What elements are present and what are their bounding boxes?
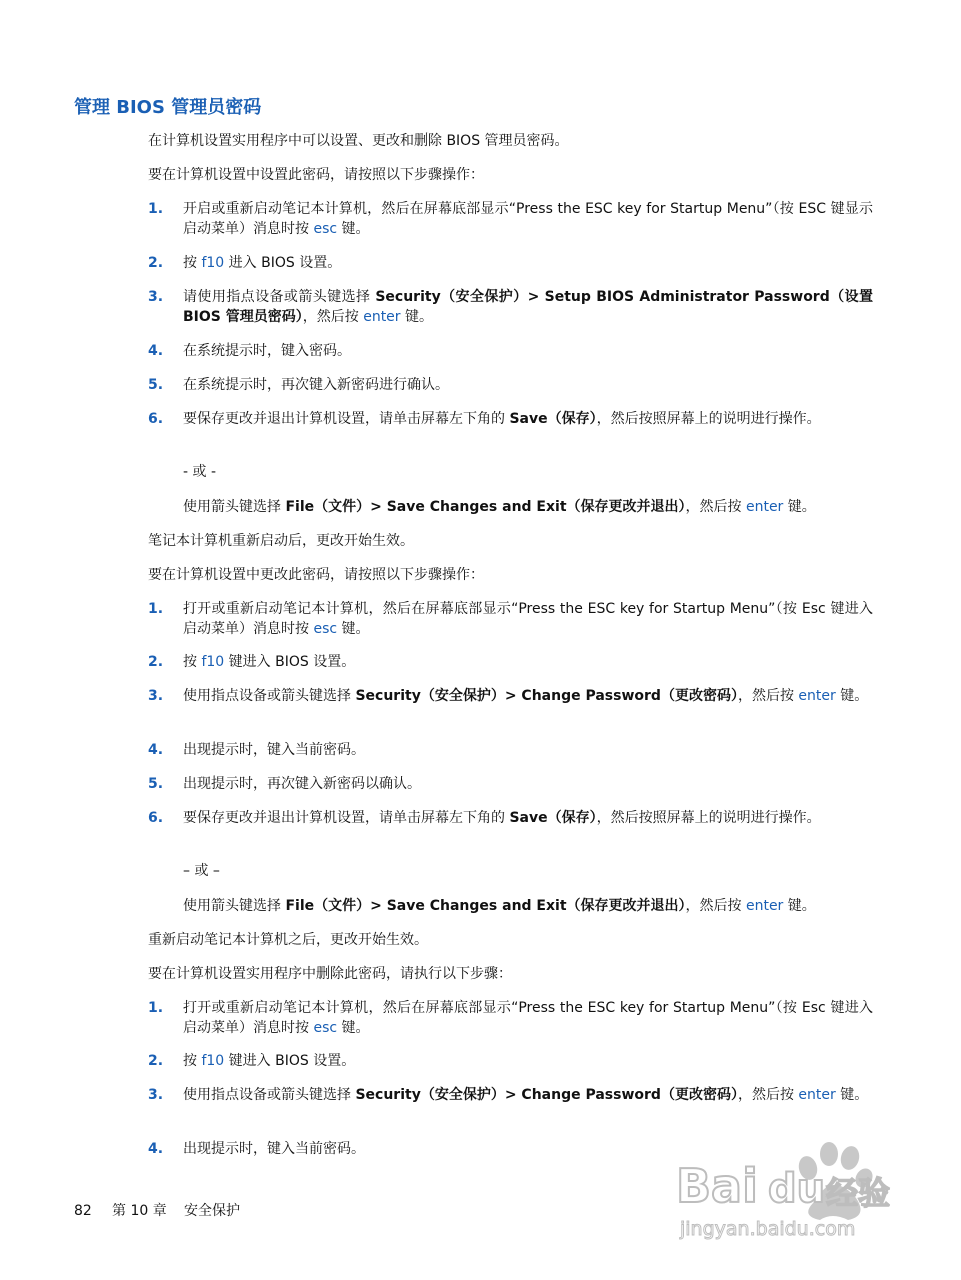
set-alt-step: 使用箭头键选择 File（文件）> Save Changes and Exit（保存更改并退出），然后按 enter 键。 xyxy=(183,499,816,515)
section-heading: 管理 BIOS 管理员密码 xyxy=(74,97,262,118)
set-step-6-text: 要保存更改并退出计算机设置，请单击屏幕左下角的 Save（保存），然后按照屏幕上的说明进行操作。 xyxy=(183,411,821,427)
svg-text:经验: 经验 xyxy=(826,1174,891,1212)
f10-key: f10 xyxy=(201,1053,225,1069)
svg-text:du: du xyxy=(768,1166,826,1212)
delete-step-4-number: 4. xyxy=(148,1141,164,1157)
change-step-2-number: 2. xyxy=(148,654,164,670)
enter-key: enter xyxy=(363,309,401,325)
esc-key: esc xyxy=(313,1020,338,1036)
baidu-jingyan-watermark xyxy=(676,1140,906,1270)
delete-lead: 要在计算机设置实用程序中删除此密码，请执行以下步骤： xyxy=(148,966,512,982)
set-after: 笔记本计算机重新启动后，更改开始生效。 xyxy=(148,533,414,549)
watermark-url: jingyan.baidu.com xyxy=(680,1218,856,1240)
chapter-title: 安全保护 xyxy=(184,1203,240,1219)
set-step-2-text: 按 f10 进入 BIOS 设置。 xyxy=(183,255,342,271)
esc-key: esc xyxy=(313,621,338,637)
delete-step-1-number: 1. xyxy=(148,1000,164,1016)
set-step-1-number: 1. xyxy=(148,201,164,217)
change-step-3-number: 3. xyxy=(148,688,164,704)
enter-key: enter xyxy=(745,499,784,515)
intro-paragraph: 在计算机设置实用程序中可以设置、更改和删除 BIOS 管理员密码。 xyxy=(148,133,569,149)
set-step-2-number: 2. xyxy=(148,255,164,271)
esc-key: esc xyxy=(313,221,338,237)
set-step-6-number: 6. xyxy=(148,411,164,427)
delete-step-3-text: 使用指点设备或箭头键选择 Security（安全保护）> Change Password（更改密码），然后按 enter 键。 xyxy=(183,1087,869,1103)
change-step-6-number: 6. xyxy=(148,810,164,826)
set-step-4-number: 4. xyxy=(148,343,164,359)
delete-step-1-text: 打开或重新启动笔记本计算机，然后在屏幕底部显示“Press the ESC key for Startup Menu”（按 Esc 键进入启动菜单）消息时按 esc 键。 xyxy=(183,1000,873,1036)
change-step-5-number: 5. xyxy=(148,776,164,792)
set-or-separator: - 或 - xyxy=(183,464,217,480)
f10-key: f10 xyxy=(201,654,225,670)
change-step-5-text: 出现提示时，再次键入新密码以确认。 xyxy=(183,776,421,792)
change-step-1-number: 1. xyxy=(148,601,164,617)
change-or-separator: – 或 – xyxy=(183,863,220,879)
delete-step-2-text: 按 f10 键进入 BIOS 设置。 xyxy=(183,1053,356,1069)
set-step-3-number: 3. xyxy=(148,289,164,305)
set-step-5-number: 5. xyxy=(148,377,164,393)
change-step-4-text: 出现提示时，键入当前密码。 xyxy=(183,742,365,758)
change-step-2-text: 按 f10 键进入 BIOS 设置。 xyxy=(183,654,356,670)
delete-step-3-number: 3. xyxy=(148,1087,164,1103)
delete-step-4-text: 出现提示时，键入当前密码。 xyxy=(183,1141,365,1157)
change-step-3-text: 使用指点设备或箭头键选择 Security（安全保护）> Change Password（更改密码），然后按 enter 键。 xyxy=(183,688,869,704)
watermark-brand: Bai xyxy=(676,1159,758,1213)
change-alt-step: 使用箭头键选择 File（文件）> Save Changes and Exit（保存更改并退出），然后按 enter 键。 xyxy=(183,898,816,914)
change-step-4-number: 4. xyxy=(148,742,164,758)
set-step-4-text: 在系统提示时，键入密码。 xyxy=(183,343,351,359)
set-lead: 要在计算机设置中设置此密码，请按照以下步骤操作： xyxy=(148,167,484,183)
change-step-1-text: 打开或重新启动笔记本计算机，然后在屏幕底部显示“Press the ESC key for Startup Menu”（按 Esc 键进入启动菜单）消息时按 esc 键。 xyxy=(183,601,873,637)
change-after: 重新启动笔记本计算机之后，更改开始生效。 xyxy=(148,932,428,948)
f10-key: f10 xyxy=(201,255,225,271)
enter-key: enter xyxy=(798,688,836,704)
set-step-1-text: 开启或重新启动笔记本计算机，然后在屏幕底部显示“Press the ESC key for Startup Menu”（按 ESC 键显示启动菜单）消息时按 esc 键。 xyxy=(183,201,873,237)
enter-key: enter xyxy=(745,898,784,914)
chapter-label: 第 10 章 xyxy=(112,1203,167,1219)
change-step-6-text: 要保存更改并退出计算机设置，请单击屏幕左下角的 Save（保存），然后按照屏幕上的说明进行操作。 xyxy=(183,810,821,826)
set-step-3-text: 请使用指点设备或箭头键选择 Security（安全保护）> Setup BIOS Administrator Password（设置 BIOS 管理员密码），然后按 enter 键。 xyxy=(183,289,873,325)
page-number: 82 xyxy=(74,1203,92,1219)
change-lead: 要在计算机设置中更改此密码，请按照以下步骤操作： xyxy=(148,567,484,583)
enter-key: enter xyxy=(798,1087,836,1103)
delete-step-2-number: 2. xyxy=(148,1053,164,1069)
set-step-5-text: 在系统提示时，再次键入新密码进行确认。 xyxy=(183,377,449,393)
